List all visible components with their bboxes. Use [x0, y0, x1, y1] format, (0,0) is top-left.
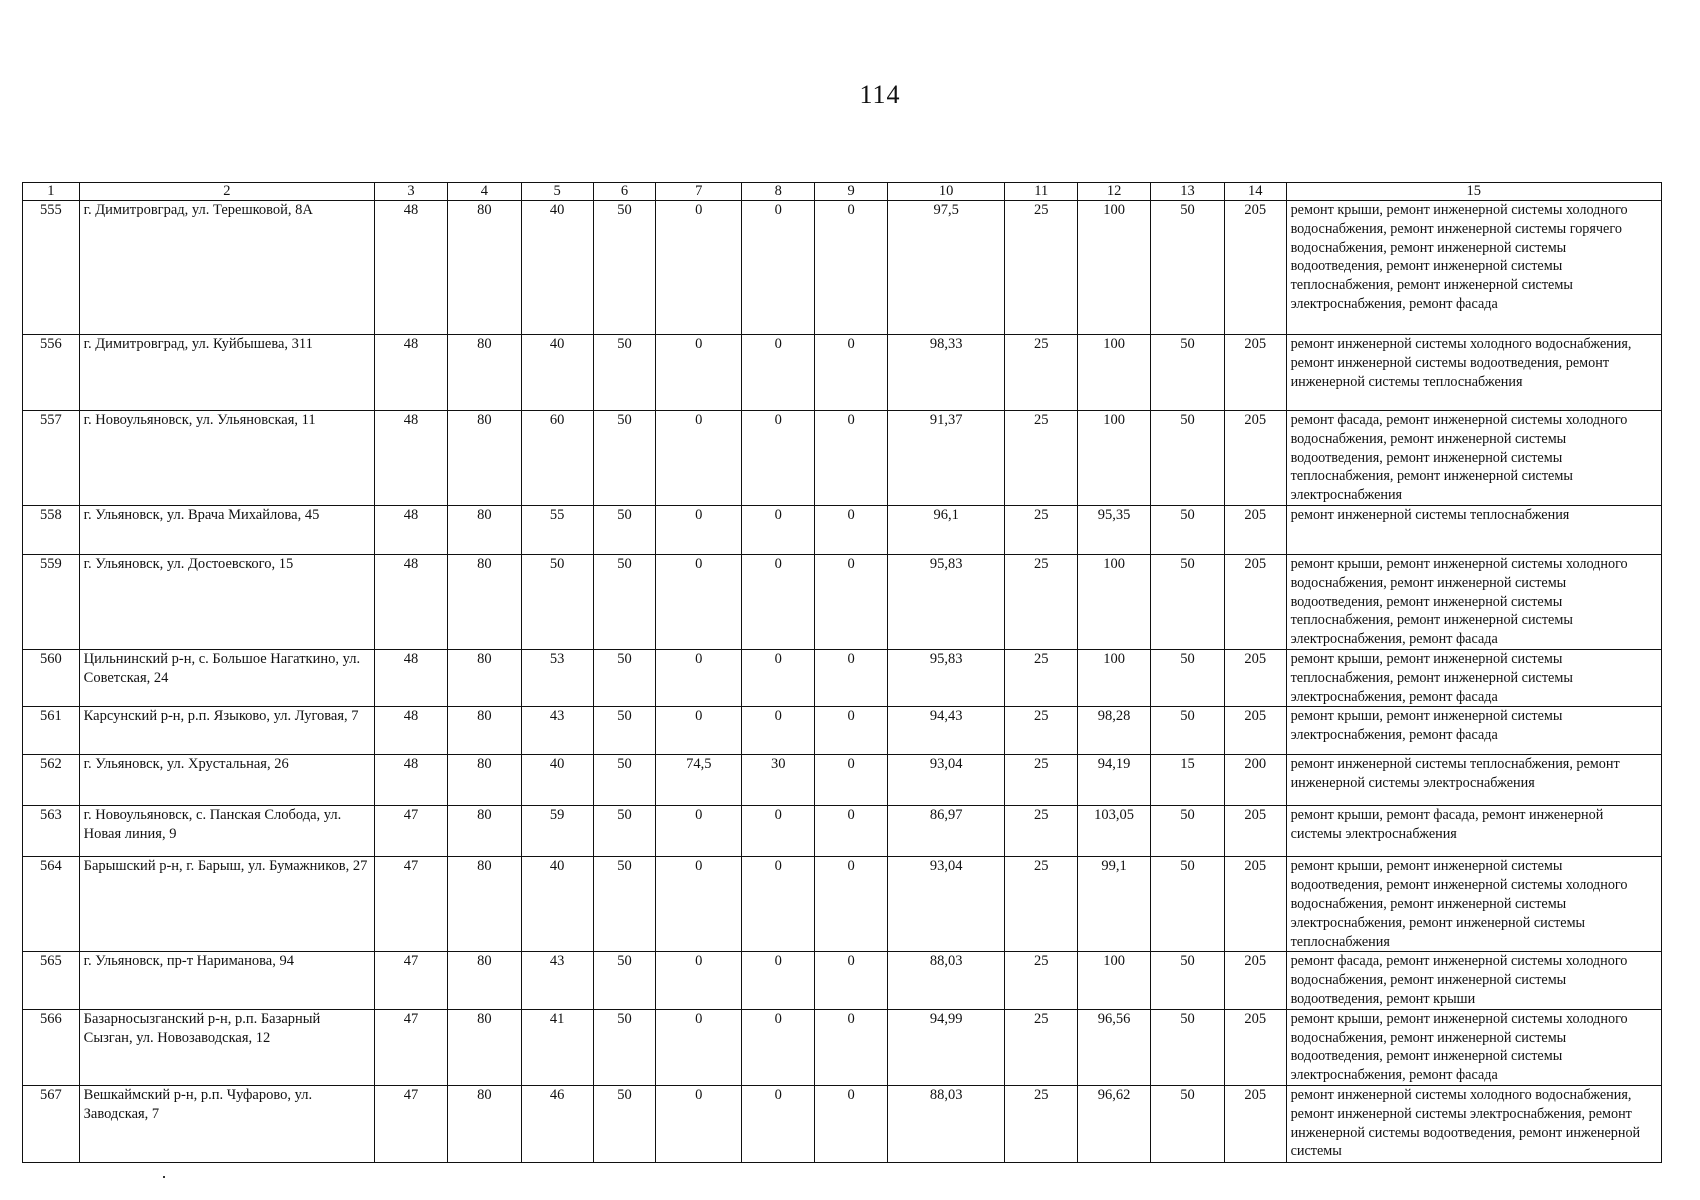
building-address: Цильнинский р-н, с. Большое Нагаткино, ул. Советская, 24 — [79, 649, 374, 706]
repair-works-description: ремонт крыши, ремонт фасада, ремонт инженерной системы электроснабжения — [1286, 806, 1661, 857]
value-col-8: 0 — [742, 1009, 815, 1085]
value-col-5: 43 — [521, 952, 593, 1009]
value-col-3: 47 — [375, 1085, 448, 1162]
row-number: 558 — [23, 505, 80, 554]
column-header-12: 12 — [1078, 183, 1151, 201]
value-col-12: 98,28 — [1078, 707, 1151, 755]
value-col-6: 50 — [593, 554, 656, 649]
row-number: 559 — [23, 554, 80, 649]
value-col-4: 80 — [447, 1085, 521, 1162]
value-col-14: 205 — [1224, 1009, 1286, 1085]
column-header-2: 2 — [79, 183, 374, 201]
row-number: 565 — [23, 952, 80, 1009]
value-col-9: 0 — [815, 952, 888, 1009]
value-col-11: 25 — [1005, 201, 1078, 335]
row-number: 567 — [23, 1085, 80, 1162]
value-col-13: 50 — [1151, 857, 1225, 952]
value-col-12: 94,19 — [1078, 755, 1151, 806]
value-col-12: 103,05 — [1078, 806, 1151, 857]
value-col-14: 200 — [1224, 755, 1286, 806]
value-col-8: 0 — [742, 952, 815, 1009]
value-col-4: 80 — [447, 505, 521, 554]
repair-works-description: ремонт крыши, ремонт инженерной системы электроснабжения, ремонт фасада — [1286, 707, 1661, 755]
repair-works-description: ремонт фасада, ремонт инженерной системы холодного водоснабжения, ремонт инженерной системы водоотведения, ремонт крыши — [1286, 952, 1661, 1009]
value-col-8: 0 — [742, 505, 815, 554]
row-number: 556 — [23, 335, 80, 411]
value-col-5: 40 — [521, 201, 593, 335]
value-col-10: 98,33 — [887, 335, 1004, 411]
value-col-10: 88,03 — [887, 1085, 1004, 1162]
value-col-7: 0 — [656, 201, 742, 335]
building-address: Базарносызганский р-н, р.п. Базарный Сызган, ул. Новозаводская, 12 — [79, 1009, 374, 1085]
value-col-14: 205 — [1224, 411, 1286, 506]
value-col-3: 48 — [375, 201, 448, 335]
value-col-3: 47 — [375, 1009, 448, 1085]
value-col-10: 93,04 — [887, 857, 1004, 952]
value-col-7: 0 — [656, 411, 742, 506]
building-address: г. Ульяновск, ул. Врача Михайлова, 45 — [79, 505, 374, 554]
value-col-7: 0 — [656, 1009, 742, 1085]
value-col-5: 40 — [521, 335, 593, 411]
building-address: Карсунский р-н, р.п. Языково, ул. Луговая, 7 — [79, 707, 374, 755]
value-col-12: 95,35 — [1078, 505, 1151, 554]
column-header-9: 9 — [815, 183, 888, 201]
value-col-4: 80 — [447, 755, 521, 806]
value-col-3: 48 — [375, 649, 448, 706]
value-col-14: 205 — [1224, 505, 1286, 554]
repair-works-description: ремонт крыши, ремонт инженерной системы теплоснабжения, ремонт инженерной системы электроснабжения, ремонт фасада — [1286, 649, 1661, 706]
value-col-12: 100 — [1078, 411, 1151, 506]
value-col-3: 48 — [375, 554, 448, 649]
value-col-9: 0 — [815, 1085, 888, 1162]
building-address: г. Новоульяновск, ул. Ульяновская, 11 — [79, 411, 374, 506]
value-col-12: 100 — [1078, 554, 1151, 649]
building-address: г. Димитровград, ул. Куйбышева, 311 — [79, 335, 374, 411]
value-col-9: 0 — [815, 554, 888, 649]
table-row — [23, 806, 1662, 857]
value-col-14: 205 — [1224, 554, 1286, 649]
value-col-8: 0 — [742, 411, 815, 506]
value-col-9: 0 — [815, 1009, 888, 1085]
value-col-13: 50 — [1151, 806, 1225, 857]
value-col-11: 25 — [1005, 335, 1078, 411]
value-col-3: 47 — [375, 806, 448, 857]
value-col-4: 80 — [447, 411, 521, 506]
value-col-7: 0 — [656, 505, 742, 554]
value-col-11: 25 — [1005, 707, 1078, 755]
value-col-5: 43 — [521, 707, 593, 755]
row-number: 563 — [23, 806, 80, 857]
column-header-7: 7 — [656, 183, 742, 201]
building-address: г. Димитровград, ул. Терешковой, 8А — [79, 201, 374, 335]
value-col-10: 91,37 — [887, 411, 1004, 506]
row-number: 562 — [23, 755, 80, 806]
column-header-5: 5 — [521, 183, 593, 201]
row-number: 555 — [23, 201, 80, 335]
value-col-7: 0 — [656, 857, 742, 952]
building-address: г. Новоульяновск, с. Панская Слобода, ул. Новая линия, 9 — [79, 806, 374, 857]
value-col-14: 205 — [1224, 649, 1286, 706]
table-body — [23, 201, 1662, 1163]
table-row — [23, 505, 1662, 554]
value-col-6: 50 — [593, 952, 656, 1009]
value-col-13: 50 — [1151, 411, 1225, 506]
value-col-3: 47 — [375, 952, 448, 1009]
repair-works-description: ремонт крыши, ремонт инженерной системы холодного водоснабжения, ремонт инженерной системы водоотведения, ремонт инженерной системы электроснабжения, ремонт фасада — [1286, 1009, 1661, 1085]
value-col-11: 25 — [1005, 411, 1078, 506]
value-col-14: 205 — [1224, 201, 1286, 335]
value-col-3: 48 — [375, 505, 448, 554]
table-row — [23, 201, 1662, 335]
column-header-8: 8 — [742, 183, 815, 201]
column-header-15: 15 — [1286, 183, 1661, 201]
value-col-10: 86,97 — [887, 806, 1004, 857]
value-col-7: 0 — [656, 649, 742, 706]
value-col-14: 205 — [1224, 707, 1286, 755]
value-col-13: 50 — [1151, 952, 1225, 1009]
value-col-7: 0 — [656, 806, 742, 857]
value-col-6: 50 — [593, 335, 656, 411]
value-col-10: 95,83 — [887, 554, 1004, 649]
value-col-6: 50 — [593, 755, 656, 806]
value-col-6: 50 — [593, 505, 656, 554]
table-header — [23, 183, 1662, 201]
value-col-11: 25 — [1005, 806, 1078, 857]
value-col-4: 80 — [447, 707, 521, 755]
value-col-6: 50 — [593, 201, 656, 335]
column-header-3: 3 — [375, 183, 448, 201]
repair-works-description: ремонт инженерной системы теплоснабжения — [1286, 505, 1661, 554]
table-row — [23, 554, 1662, 649]
building-address: г. Ульяновск, ул. Хрустальная, 26 — [79, 755, 374, 806]
value-col-11: 25 — [1005, 1085, 1078, 1162]
value-col-14: 205 — [1224, 857, 1286, 952]
column-header-4: 4 — [447, 183, 521, 201]
table-row — [23, 755, 1662, 806]
value-col-5: 41 — [521, 1009, 593, 1085]
value-col-8: 0 — [742, 649, 815, 706]
value-col-11: 25 — [1005, 755, 1078, 806]
value-col-11: 25 — [1005, 952, 1078, 1009]
value-col-6: 50 — [593, 649, 656, 706]
value-col-9: 0 — [815, 201, 888, 335]
value-col-4: 80 — [447, 201, 521, 335]
value-col-8: 0 — [742, 1085, 815, 1162]
value-col-9: 0 — [815, 335, 888, 411]
table-row — [23, 1085, 1662, 1162]
row-number: 564 — [23, 857, 80, 952]
repair-works-description: ремонт крыши, ремонт инженерной системы холодного водоснабжения, ремонт инженерной системы водоотведения, ремонт инженерной системы теплоснабжения, ремонт инженерной системы электроснабжения, ремонт фасада — [1286, 554, 1661, 649]
value-col-5: 55 — [521, 505, 593, 554]
value-col-9: 0 — [815, 857, 888, 952]
value-col-14: 205 — [1224, 1085, 1286, 1162]
value-col-9: 0 — [815, 411, 888, 506]
header-row — [23, 183, 1662, 201]
value-col-3: 48 — [375, 755, 448, 806]
value-col-14: 205 — [1224, 806, 1286, 857]
row-number: 561 — [23, 707, 80, 755]
value-col-4: 80 — [447, 806, 521, 857]
value-col-8: 0 — [742, 857, 815, 952]
repair-works-description: ремонт крыши, ремонт инженерной системы холодного водоснабжения, ремонт инженерной системы горячего водоснабжения, ремонт инженерной системы водоотведения, ремонт инженерной системы теплоснабжения, ремонт инженерной системы электроснабжения, ремонт фасада — [1286, 201, 1661, 335]
value-col-5: 40 — [521, 755, 593, 806]
value-col-5: 59 — [521, 806, 593, 857]
value-col-10: 94,99 — [887, 1009, 1004, 1085]
row-number: 560 — [23, 649, 80, 706]
row-number: 557 — [23, 411, 80, 506]
value-col-8: 30 — [742, 755, 815, 806]
value-col-5: 50 — [521, 554, 593, 649]
value-col-12: 99,1 — [1078, 857, 1151, 952]
building-address: г. Ульяновск, пр-т Нариманова, 94 — [79, 952, 374, 1009]
building-address: Барышский р-н, г. Барыш, ул. Бумажников, 27 — [79, 857, 374, 952]
repair-works-description: ремонт инженерной системы теплоснабжения, ремонт инженерной системы электроснабжения — [1286, 755, 1661, 806]
row-number: 566 — [23, 1009, 80, 1085]
value-col-3: 47 — [375, 857, 448, 952]
value-col-9: 0 — [815, 649, 888, 706]
repair-works-description: ремонт фасада, ремонт инженерной системы холодного водоснабжения, ремонт инженерной системы водоотведения, ремонт инженерной системы теплоснабжения, ремонт инженерной системы электроснабжения — [1286, 411, 1661, 506]
value-col-9: 0 — [815, 505, 888, 554]
value-col-13: 50 — [1151, 335, 1225, 411]
table-row — [23, 952, 1662, 1009]
value-col-11: 25 — [1005, 554, 1078, 649]
value-col-3: 48 — [375, 707, 448, 755]
value-col-3: 48 — [375, 411, 448, 506]
column-header-10: 10 — [887, 183, 1004, 201]
value-col-13: 50 — [1151, 505, 1225, 554]
column-header-14: 14 — [1224, 183, 1286, 201]
value-col-10: 96,1 — [887, 505, 1004, 554]
value-col-6: 50 — [593, 707, 656, 755]
column-header-11: 11 — [1005, 183, 1078, 201]
table-row — [23, 707, 1662, 755]
value-col-4: 80 — [447, 335, 521, 411]
column-header-13: 13 — [1151, 183, 1225, 201]
value-col-5: 60 — [521, 411, 593, 506]
value-col-4: 80 — [447, 1009, 521, 1085]
value-col-6: 50 — [593, 857, 656, 952]
value-col-10: 93,04 — [887, 755, 1004, 806]
value-col-11: 25 — [1005, 649, 1078, 706]
repair-works-description: ремонт инженерной системы холодного водоснабжения, ремонт инженерной системы электроснабжения, ремонт инженерной системы водоотведения, ремонт инженерной системы — [1286, 1085, 1661, 1162]
repair-works-description: ремонт крыши, ремонт инженерной системы водоотведения, ремонт инженерной системы холодного водоснабжения, ремонт инженерной системы электроснабжения, ремонт инженерной системы теплоснабжения — [1286, 857, 1661, 952]
table-row — [23, 1009, 1662, 1085]
value-col-5: 46 — [521, 1085, 593, 1162]
value-col-11: 25 — [1005, 505, 1078, 554]
value-col-7: 0 — [656, 952, 742, 1009]
value-col-12: 96,62 — [1078, 1085, 1151, 1162]
value-col-13: 50 — [1151, 649, 1225, 706]
value-col-12: 100 — [1078, 649, 1151, 706]
value-col-4: 80 — [447, 554, 521, 649]
table-row — [23, 335, 1662, 411]
value-col-13: 50 — [1151, 554, 1225, 649]
value-col-12: 96,56 — [1078, 1009, 1151, 1085]
page-number: 114 — [859, 80, 901, 109]
value-col-7: 0 — [656, 1085, 742, 1162]
value-col-14: 205 — [1224, 335, 1286, 411]
value-col-11: 25 — [1005, 1009, 1078, 1085]
value-col-3: 48 — [375, 335, 448, 411]
value-col-7: 74,5 — [656, 755, 742, 806]
value-col-12: 100 — [1078, 201, 1151, 335]
value-col-10: 97,5 — [887, 201, 1004, 335]
value-col-13: 15 — [1151, 755, 1225, 806]
column-header-1: 1 — [23, 183, 80, 201]
building-address: г. Ульяновск, ул. Достоевского, 15 — [79, 554, 374, 649]
value-col-7: 0 — [656, 554, 742, 649]
value-col-8: 0 — [742, 707, 815, 755]
value-col-8: 0 — [742, 806, 815, 857]
table-row — [23, 411, 1662, 506]
value-col-4: 80 — [447, 649, 521, 706]
value-col-9: 0 — [815, 806, 888, 857]
value-col-9: 0 — [815, 755, 888, 806]
value-col-8: 0 — [742, 335, 815, 411]
value-col-7: 0 — [656, 335, 742, 411]
value-col-7: 0 — [656, 707, 742, 755]
value-col-13: 50 — [1151, 707, 1225, 755]
value-col-10: 94,43 — [887, 707, 1004, 755]
value-col-6: 50 — [593, 1085, 656, 1162]
value-col-10: 95,83 — [887, 649, 1004, 706]
value-col-9: 0 — [815, 707, 888, 755]
value-col-4: 80 — [447, 952, 521, 1009]
scan-artifact-dot — [163, 1176, 165, 1178]
value-col-11: 25 — [1005, 857, 1078, 952]
value-col-12: 100 — [1078, 335, 1151, 411]
value-col-8: 0 — [742, 201, 815, 335]
repair-works-description: ремонт инженерной системы холодного водоснабжения, ремонт инженерной системы водоотведения, ремонт инженерной системы теплоснабжения — [1286, 335, 1661, 411]
value-col-10: 88,03 — [887, 952, 1004, 1009]
value-col-13: 50 — [1151, 1085, 1225, 1162]
value-col-12: 100 — [1078, 952, 1151, 1009]
value-col-13: 50 — [1151, 201, 1225, 335]
value-col-5: 53 — [521, 649, 593, 706]
value-col-4: 80 — [447, 857, 521, 952]
building-repair-table — [22, 182, 1662, 1163]
column-header-6: 6 — [593, 183, 656, 201]
value-col-6: 50 — [593, 411, 656, 506]
value-col-6: 50 — [593, 806, 656, 857]
value-col-14: 205 — [1224, 952, 1286, 1009]
value-col-8: 0 — [742, 554, 815, 649]
value-col-6: 50 — [593, 1009, 656, 1085]
table-row — [23, 649, 1662, 706]
value-col-5: 40 — [521, 857, 593, 952]
building-address: Вешкаймский р-н, р.п. Чуфарово, ул. Заводская, 7 — [79, 1085, 374, 1162]
value-col-13: 50 — [1151, 1009, 1225, 1085]
table-row — [23, 857, 1662, 952]
